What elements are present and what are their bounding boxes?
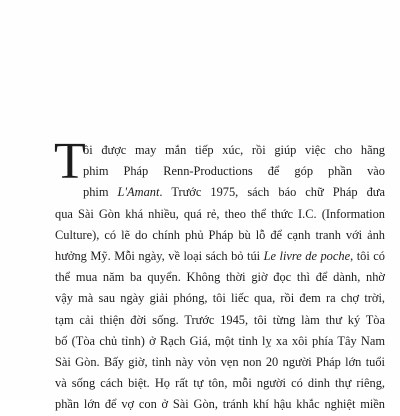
italic-title: L'Amant	[117, 185, 160, 200]
text-line: vậy mà sau ngày giải phóng, tôi liếc qua, rồi đem ra chợ trời,	[55, 291, 385, 306]
text-line: ôi được may mắn tiếp xúc, rồi giúp việc cho hãng	[83, 143, 385, 157]
text-line: bố (Tòa chủ tỉnh) ở Rạch Giá, một tỉnh lỵ xa xôi phía Tây Nam	[55, 333, 385, 348]
text-line: qua Sài Gòn khá nhiều, quá rẻ, theo thể thức I.C. (Information	[55, 206, 385, 221]
text-line: phim L'Amant. Trước 1975, sách báo chữ Pháp đưa	[83, 185, 385, 200]
text-line: phần lớn để vợ con ở Sài Gòn, tránh khí hậu khắc nghiệt miền	[55, 397, 385, 412]
text-line: thể mua năm ba quyển. Không thời giờ đọc thì để dành, nhờ	[55, 270, 385, 285]
body-paragraph	[54, 133, 385, 416]
text-line: và sống cách biệt. Họ rất tự tôn, mỗi người có dinh thự riêng,	[55, 376, 385, 391]
text-line: hưởng Mỹ. Mỗi ngày, về loại sách bỏ túi Le livre de poche, tôi có	[55, 249, 385, 264]
italic-title: Le livre de poche	[263, 249, 351, 264]
text-line: tạm cải thiện đời sống. Trước 1945, tôi từng làm thư ký Tòa	[55, 312, 385, 327]
paragraph-lines	[55, 140, 385, 416]
text-line: phim Pháp Renn-Productions để góp phần vào	[83, 164, 385, 179]
drop-cap: T	[54, 133, 86, 190]
text-line: Sài Gòn. Bấy giờ, tỉnh này vỏn vẹn non 20 người Pháp lớn tuổi	[55, 355, 385, 370]
text-line: Culture), có lẽ do chính phủ Pháp bù lỗ để cạnh tranh với ảnh	[55, 227, 385, 242]
